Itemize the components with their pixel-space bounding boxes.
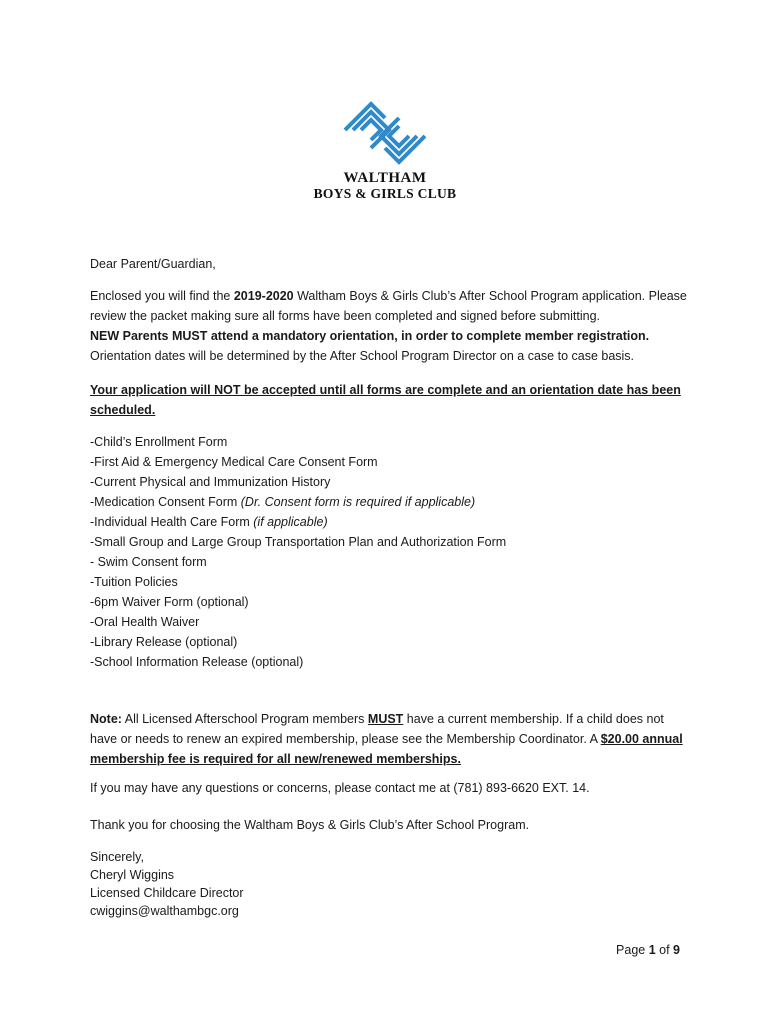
club-logo bbox=[0, 100, 770, 202]
intro-text-3: Orientation dates will be determined by the After School Program Director on a case to case basis. bbox=[90, 349, 635, 363]
signer-email: cwiggins@walthambgc.org bbox=[90, 904, 239, 918]
checklist-item-note: (if applicable) bbox=[253, 515, 328, 529]
intro-text-2: Waltham Boys & Girls Club’s After School Program application. Please review the packet making sure all forms have been completed and signed before submitting. bbox=[90, 289, 687, 323]
note-must: MUST bbox=[367, 712, 404, 726]
checklist-item bbox=[90, 512, 690, 532]
signer-name: Cheryl Wiggins bbox=[90, 868, 175, 882]
intro-text-1: Enclosed you will find the bbox=[90, 289, 234, 303]
page-current: 1 bbox=[648, 943, 656, 957]
checklist-item-text: -Individual Health Care Form bbox=[90, 515, 254, 529]
logo-text-club: BOYS & GIRLS CLUB bbox=[313, 186, 457, 201]
page-label: Page bbox=[616, 943, 649, 957]
note-text-1: All Licensed Afterschool Program members bbox=[121, 712, 368, 726]
checklist-item-note: (Dr. Consent form is required if applicable) bbox=[240, 495, 476, 509]
logo-text-waltham: WALTHAM bbox=[343, 170, 427, 186]
intro-paragraph bbox=[90, 286, 690, 366]
membership-fee: $20.00 annual membership fee is required for all new/renewed memberships. bbox=[90, 732, 683, 766]
page-total: 9 bbox=[673, 943, 680, 957]
note-label: Note: bbox=[90, 712, 122, 726]
checklist-item: -School Information Release (optional) bbox=[90, 655, 304, 669]
signer-title: Licensed Childcare Director bbox=[90, 886, 244, 900]
acceptance-warning: Your application will NOT be accepted until all forms are complete and an orientation date has been scheduled. bbox=[90, 383, 681, 417]
checklist-item: - Swim Consent form bbox=[90, 555, 207, 569]
checklist-item: -Oral Health Waiver bbox=[90, 615, 200, 629]
forms-checklist bbox=[90, 432, 690, 672]
membership-note bbox=[90, 709, 690, 769]
program-year: 2019-2020 bbox=[233, 289, 294, 303]
orientation-requirement: NEW Parents MUST attend a mandatory orientation, in order to complete member registration. bbox=[90, 329, 650, 343]
contact-paragraph: If you may have any questions or concerns, please contact me at (781) 893-6620 EXT. 14. bbox=[90, 781, 590, 795]
checklist-item-text: -Medication Consent Form bbox=[90, 495, 241, 509]
checklist-item: -Current Physical and Immunization History bbox=[90, 475, 331, 489]
checklist-item: -Library Release (optional) bbox=[90, 635, 238, 649]
checklist-item: -First Aid & Emergency Medical Care Consent Form bbox=[90, 455, 378, 469]
thanks-paragraph: Thank you for choosing the Waltham Boys & Girls Club’s After School Program. bbox=[90, 818, 530, 832]
note-text-2: have a current membership. If a child does not have or needs to renew an expired membership, please see the Membership Coordinator. A bbox=[90, 712, 664, 746]
checklist-item: -Tuition Policies bbox=[90, 575, 178, 589]
closing: Sincerely, bbox=[90, 850, 144, 864]
signature-block bbox=[90, 848, 690, 920]
page-of: of bbox=[655, 943, 674, 957]
club-logo-icon bbox=[337, 100, 433, 168]
checklist-item bbox=[90, 492, 690, 512]
checklist-item: -Child’s Enrollment Form bbox=[90, 435, 228, 449]
checklist-item: -6pm Waiver Form (optional) bbox=[90, 595, 249, 609]
greeting: Dear Parent/Guardian, bbox=[90, 257, 216, 271]
checklist-item: -Small Group and Large Group Transportation Plan and Authorization Form bbox=[90, 535, 507, 549]
page-number bbox=[616, 943, 680, 957]
